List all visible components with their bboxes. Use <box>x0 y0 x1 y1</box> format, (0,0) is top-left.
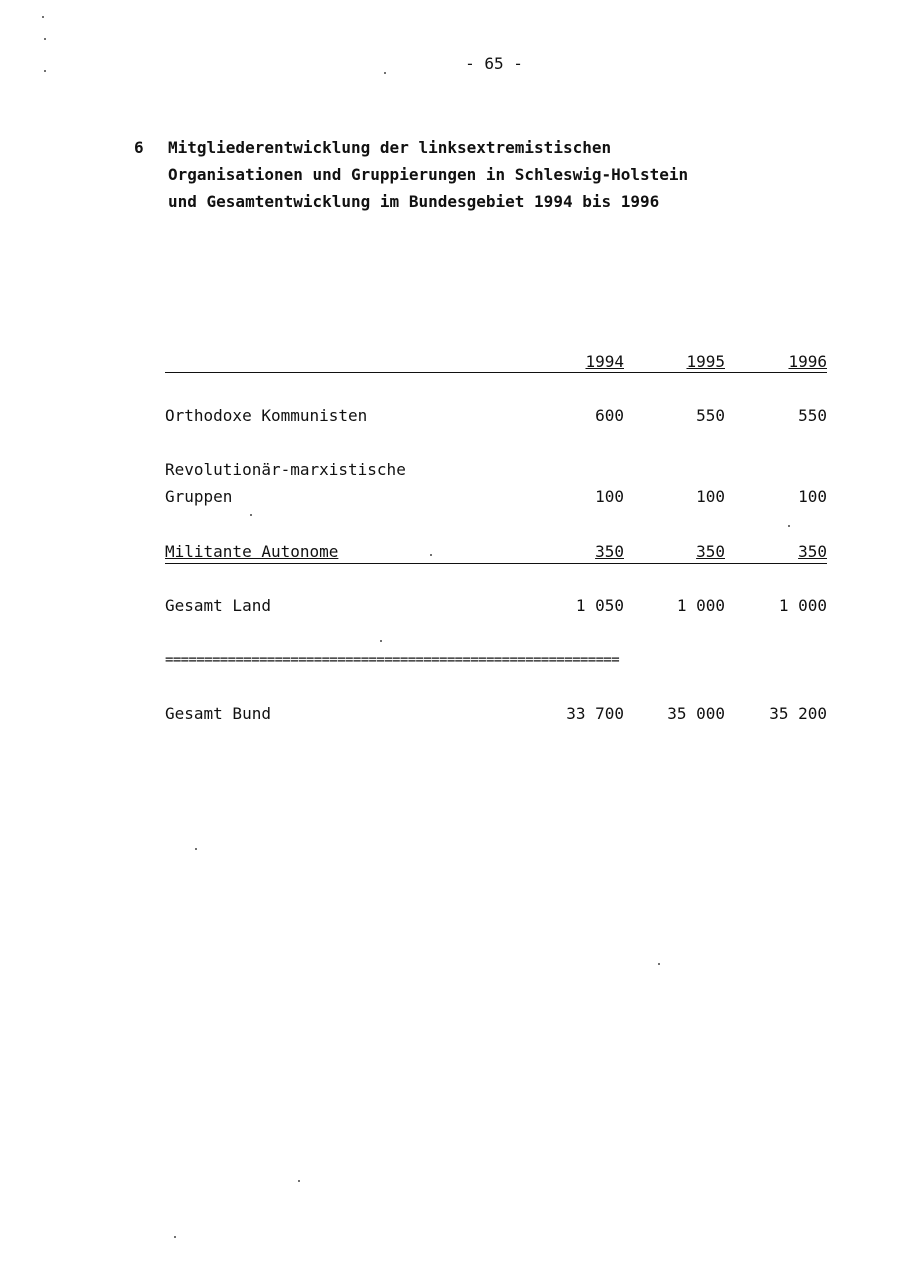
row-label-line: Revolutionär-marxistische <box>165 460 406 479</box>
value-1995: 35 000 <box>667 704 725 723</box>
scan-speck <box>430 554 432 556</box>
header-rule <box>165 372 827 373</box>
row-label: Gesamt Bund <box>165 704 271 723</box>
scan-speck <box>298 1180 300 1182</box>
row-label: Orthodoxe Kommunisten <box>165 406 368 425</box>
value-1995: 550 <box>696 406 725 425</box>
double-rule-separator: ========================================================== <box>165 652 620 668</box>
heading-line: Organisationen und Gruppierungen in Schleswig-Holstein <box>168 165 689 184</box>
value-1994: 100 <box>595 487 624 506</box>
table-row <box>165 406 827 428</box>
value-1994: 600 <box>595 406 624 425</box>
column-header-1994: 1994 <box>585 352 624 371</box>
heading-line: und Gesamtentwicklung im Bundesgebiet 1994 bis 1996 <box>168 192 660 211</box>
value-1996: 550 <box>798 406 827 425</box>
value-1996: 350 <box>798 542 827 561</box>
value-1995: 1 000 <box>676 596 725 615</box>
section-heading <box>134 134 688 215</box>
total-land-row <box>165 596 827 618</box>
scan-speck <box>384 72 386 74</box>
scan-speck <box>44 70 46 72</box>
scan-speck <box>42 16 44 18</box>
table-header-row <box>165 352 827 374</box>
scan-speck <box>174 1236 176 1238</box>
value-1996: 35 200 <box>769 704 827 723</box>
value-1994: 33 700 <box>566 704 624 723</box>
page-number: - 65 - <box>465 54 523 73</box>
column-header-1996: 1996 <box>788 352 827 371</box>
value-1995: 100 <box>696 487 725 506</box>
scan-speck <box>788 525 790 527</box>
scan-speck <box>380 640 382 642</box>
scan-speck <box>44 38 46 40</box>
heading-line: Mitgliederentwicklung der linksextremistischen <box>168 138 612 157</box>
section-number: 6 <box>134 138 144 157</box>
value-1996: 100 <box>798 487 827 506</box>
scan-speck <box>250 514 252 516</box>
row-label: Gesamt Land <box>165 596 271 615</box>
value-1994: 350 <box>595 542 624 561</box>
total-bund-row <box>165 704 827 726</box>
table-row-label-continuation <box>165 460 827 482</box>
subtotal-rule <box>165 563 827 564</box>
scan-speck <box>658 963 660 965</box>
row-label: Militante Autonome <box>165 542 339 561</box>
value-1994: 1 050 <box>575 596 624 615</box>
value-1996: 1 000 <box>778 596 827 615</box>
value-1995: 350 <box>696 542 725 561</box>
row-label-line: Gruppen <box>165 487 233 506</box>
table-row <box>165 542 827 564</box>
table-row <box>165 487 827 509</box>
scan-speck <box>195 848 197 850</box>
column-header-1995: 1995 <box>686 352 725 371</box>
